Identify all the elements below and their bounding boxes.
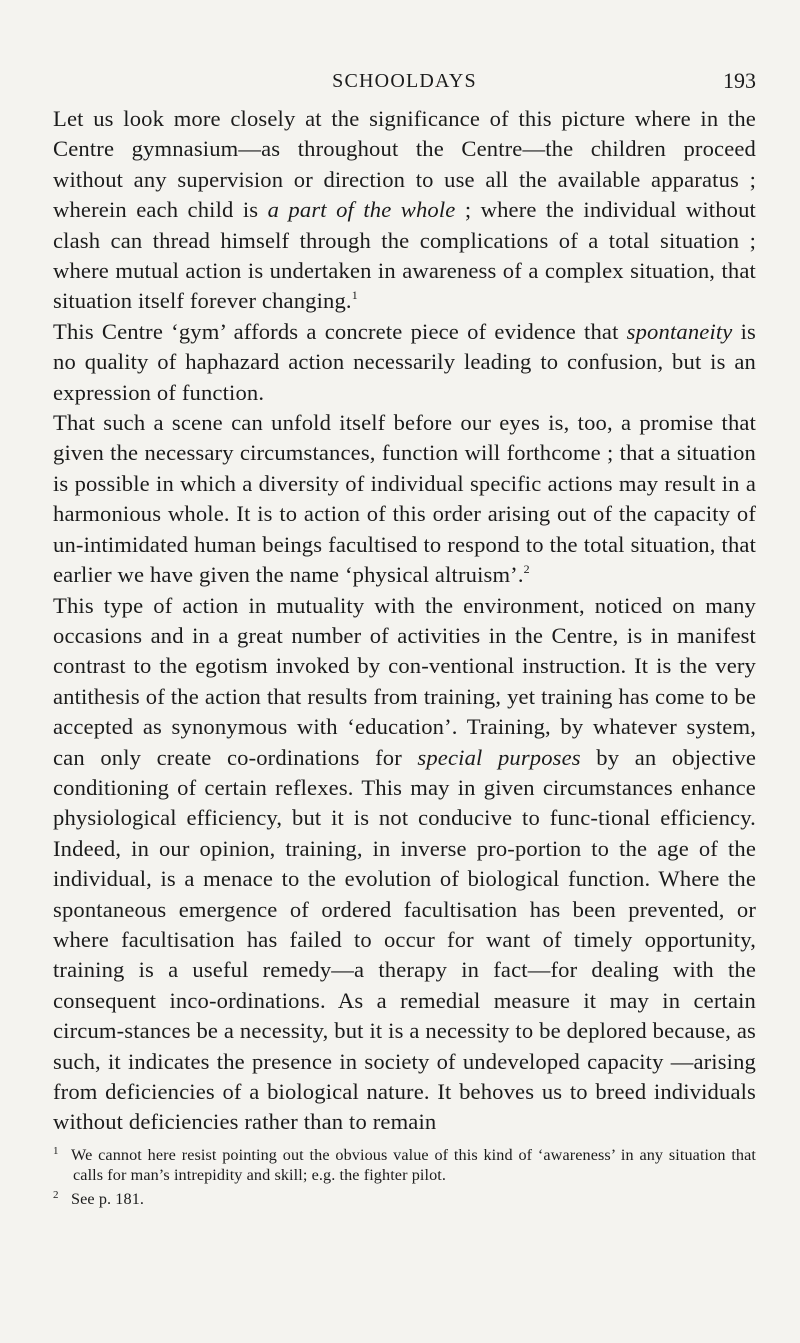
footnotes	[53, 1141, 756, 1209]
running-head: SCHOOLDAYS	[332, 70, 477, 92]
paragraph-1	[53, 104, 756, 317]
paragraph-1-italic: a part of the whole	[267, 197, 456, 223]
footnote-1-text: We cannot here resist pointing out the obvious value of this kind of ‘awareness’ in any situation that calls for man’s intrepidity and skill; e.g. the fighter pilot.	[71, 1145, 756, 1184]
footnote-2	[53, 1185, 756, 1209]
paragraph-2-text-b: is no quality of haphazard action necessarily leading to confusion, but is an expression of function.	[53, 318, 757, 405]
paragraph-2-italic: spontaneity	[626, 318, 733, 344]
paragraph-3-text: That such a scene can unfold itself before our eyes is, too, a promise that given the necessary circumstances, function will forthcome ; that a situation is possible in which a diversity of individual specific actions may result in a harmonious whole. It is to action of this order arising out of the capacity of un-intimidated human beings facultised to respond to the total situation, that earlier we have given the name ‘physical altruism’.	[53, 410, 756, 588]
paragraph-4-italic: special purposes	[417, 744, 581, 770]
footnote-2-marker: 2	[53, 1188, 59, 1201]
footnote-ref-1: 1	[351, 288, 358, 303]
book-page	[53, 68, 756, 1209]
footnote-2-text: See p. 181.	[71, 1189, 145, 1208]
paragraph-4-text-a: This type of action in mutuality with the environment, noticed on many occasions and in a great number of activities in the Centre, is in manifest contrast to the egotism invoked by con-ventional instruction. It is the very antithesis of the action that results from training, yet training has come to be accepted as synonymous with ‘education’. Training, by whatever system, can only create co-ordinations for	[53, 592, 756, 770]
footnote-1-marker: 1	[53, 1144, 59, 1157]
paragraph-1-text-b: ; where the individual without clash can thread himself through the complications of a total situation ; where mutual action is undertaken in awareness of a complex situation, that situation itself forever changing.	[53, 197, 756, 314]
paragraph-2-text-a: This Centre ‘gym’ affords a concrete piece of evidence that	[53, 318, 627, 344]
paragraph-4-text-b: by an objective conditioning of certain reflexes. This may in given circumstances enhance physiological efficiency, but it is not conducive to func-tional efficiency. Indeed, in our opinion, training, in inverse pro-portion to the age of the individual, is a menace to the evolution of biological function. Where the spontaneous emergence of ordered facultisation has been prevented, or where facultisation has failed to occur for want of timely opportunity, training is a useful remedy—a therapy in fact—for dealing with the consequent inco-ordinations. As a remedial measure it may in certain circum-stances be a necessity, but it is a necessity to be deplored because, as such, it indicates the presence in society of undeveloped capacity —arising from deficiencies of a biological nature. It behoves us to breed individuals without deficiencies rather than to remain	[53, 744, 756, 1135]
footnote-1	[53, 1141, 756, 1185]
page-number: 193	[723, 68, 756, 93]
body-text	[53, 104, 756, 1138]
paragraph-1-text-a: Let us look more closely at the significance of this picture where in the Centre gymnasium—as throughout the Centre—the children proceed without any supervision or direction to use all the available apparatus ; wherein each child is	[53, 106, 756, 223]
paragraph-3	[53, 408, 756, 590]
paragraph-2	[53, 317, 756, 408]
page-header	[53, 68, 756, 104]
footnote-ref-2: 2	[523, 562, 530, 577]
paragraph-4	[53, 591, 756, 1138]
